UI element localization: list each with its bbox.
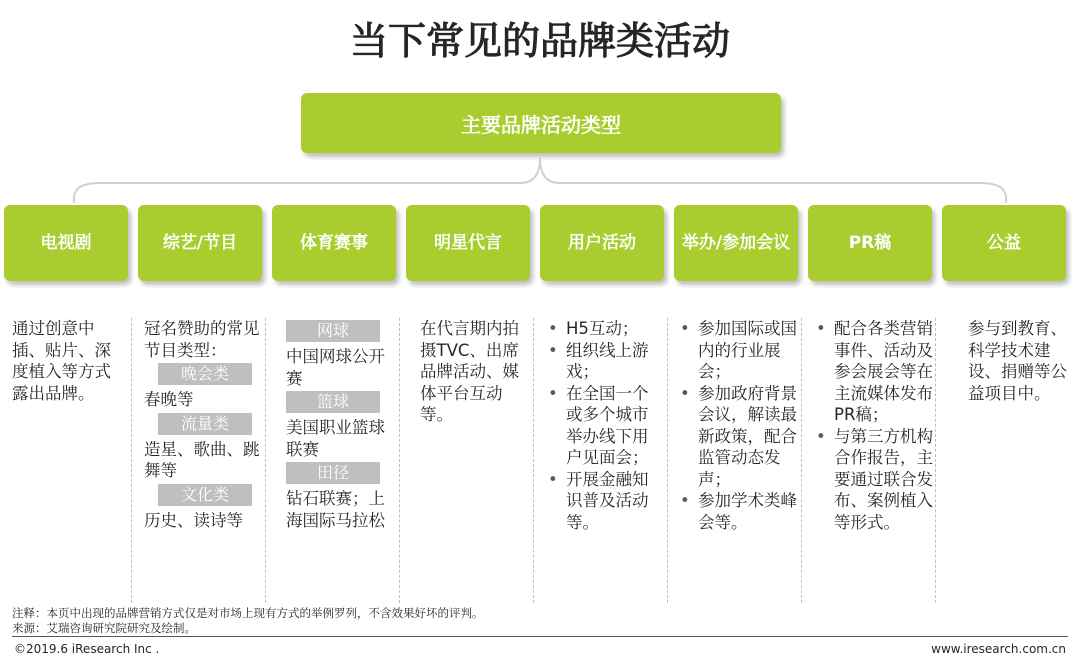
list-item: • 在全国一个或多个城市举办线下用户见面会； [544, 383, 662, 469]
tag-text: 春晚等 [144, 390, 194, 409]
tag-label: 文化类 [158, 484, 252, 506]
source-note: 来源：艾瑞咨询研究院研究及绘制。 [12, 621, 196, 635]
footnote: 注释：本页中出现的品牌营销方式仅是对市场上现有方式的举例罗列，不含效果好坏的评判。 [12, 606, 484, 620]
column-tv [12, 318, 124, 404]
category-variety: 综艺/节目 [138, 205, 262, 281]
category-conference: 举办/参加会议 [674, 205, 798, 281]
category-star: 明星代言 [406, 205, 530, 281]
column-divider [131, 318, 132, 603]
brace-connector [0, 0, 1080, 210]
column-variety [144, 318, 262, 531]
tag-text: 造星、歌曲、跳舞等 [144, 439, 260, 480]
column-user [544, 318, 662, 533]
tag-text: 美国职业篮球联赛 [286, 418, 385, 459]
column-divider [935, 318, 936, 603]
list-item: • H5互动； [544, 318, 662, 340]
tag-text: 历史、读诗等 [144, 510, 243, 530]
main-category-box: 主要品牌活动类型 [301, 93, 781, 153]
page-title: 当下常见的品牌类活动 [349, 19, 730, 63]
footer-divider [12, 636, 1068, 637]
copyright: ©2019.6 iResearch Inc . [14, 642, 160, 656]
column-divider [667, 318, 668, 603]
category-sports: 体育赛事 [272, 205, 396, 281]
tag-label: 流量类 [158, 413, 252, 435]
column-divider [533, 318, 534, 603]
list-item: • 与第三方机构合作报告，主要通过联合发布、案例植入等形式。 [812, 426, 934, 534]
list-item: • 组织线上游戏； [544, 340, 662, 383]
column-pr [812, 318, 934, 533]
category-user: 用户活动 [540, 205, 664, 281]
category-charity: 公益 [942, 205, 1066, 281]
tag-text: 钻石联赛；上海国际马拉松 [286, 489, 385, 530]
category-pr: PR稿 [808, 205, 932, 281]
column-intro: 冠名赞助的常见节目类型： [144, 319, 260, 360]
column-divider [399, 318, 400, 603]
column-text: 参与到教育、科学技术建设、捐赠等公益项目中。 [968, 319, 1067, 403]
tag-label: 晚会类 [158, 363, 252, 385]
tag-label: 篮球 [286, 391, 380, 413]
column-sports [286, 318, 392, 531]
list-item: • 参加学术类峰会等。 [676, 490, 800, 533]
column-text: 在代言期内拍摄TVC、出席品牌活动、媒体平台互动等。 [420, 319, 519, 424]
column-divider [801, 318, 802, 603]
column-conference [676, 318, 800, 533]
category-tv: 电视剧 [4, 205, 128, 281]
tag-label: 网球 [286, 320, 380, 342]
website-link: www.iresearch.com.cn [931, 642, 1066, 656]
list-item: • 参加政府背景会议，解读最新政策，配合监管动态发声； [676, 383, 800, 491]
tag-text: 中国网球公开赛 [286, 347, 385, 388]
column-charity [968, 318, 1076, 404]
list-item: • 开展金融知识普及活动等。 [544, 469, 662, 534]
column-text: 通过创意中插、贴片、深度植入等方式露出品牌。 [12, 319, 111, 403]
tag-label: 田径 [286, 462, 380, 484]
list-item: • 参加国际或国内的行业展会； [676, 318, 800, 383]
column-divider [265, 318, 266, 603]
list-item: • 配合各类营销事件、活动及参会展会等在主流媒体发布PR稿； [812, 318, 934, 426]
column-star [420, 318, 526, 426]
